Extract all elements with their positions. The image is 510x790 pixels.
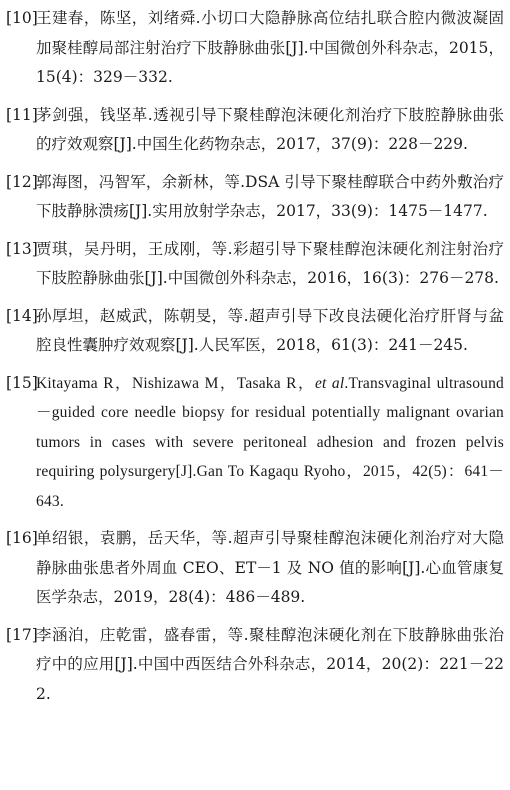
reference-text: 孙厚坦，赵威武，陈朝旻，等.超声引导下改良法硬化治疗肝肾与盆腔良性囊肿疗效观察[J].人民军医，2018，61(3)：241－245.	[36, 306, 504, 354]
reference-text: 郭海图，冯智军，余新林，等.DSA 引导下聚桂醇联合中药外敷治疗下肢静脉溃疡[J].实用放射学杂志，2017，33(9)：1475－1477.	[36, 172, 504, 220]
reference-text: 单绍银，袁鹏，岳天华，等.超声引导聚桂醇泡沫硬化剂治疗对大隐静脉曲张患者外周血 CEO、ET－1 及 NO 值的影响[J].心血管康复医学杂志，2019，28(4)：486－489.	[36, 529, 504, 606]
reference-item-11	[6, 101, 504, 160]
reference-text: 贾琪，吴丹明，王成刚，等.彩超引导下聚桂醇泡沫硬化剂注射治疗下肢腔静脉曲张[J].中国微创外科杂志，2016，16(3)：276－278.	[36, 239, 504, 287]
reference-text: 李涵泊，庄乾雷，盛春雷，等.聚桂醇泡沫硬化剂在下肢静脉曲张治疗中的应用[J].中国中西医结合外科杂志，2014，20(2)：221－222.	[36, 625, 504, 703]
reference-text: 王建春，陈坚，刘绪舜.小切口大隐静脉高位结扎联合腔内微波凝固加聚桂醇局部注射治疗下肢静脉曲张[J].中国微创外科杂志，2015，15(4)：329－332.	[36, 9, 504, 86]
reference-text: 茅剑强，钱坚革.透视引导下聚桂醇泡沫硬化剂治疗下肢腔静脉曲张的疗效观察[J].中国生化药物杂志，2017，37(9)：228－229.	[36, 105, 504, 153]
reference-number: [16]	[6, 529, 38, 547]
reference-item-10	[6, 4, 504, 93]
reference-et-al: et al	[314, 374, 345, 392]
reference-item-14	[6, 302, 504, 361]
reference-item-17	[6, 621, 504, 710]
reference-text	[36, 369, 504, 517]
reference-number: [17]	[6, 625, 38, 644]
reference-item-15	[6, 369, 504, 517]
reference-item-13	[6, 235, 504, 294]
reference-number: [11]	[6, 105, 38, 124]
reference-item-12	[6, 168, 504, 227]
reference-number: [14]	[6, 306, 38, 325]
reference-number: [13]	[6, 239, 38, 258]
reference-title-source: .Transvaginal ultrasound－guided core needle biopsy for residual potentially malignant ovarian tumors in cases with severe peritoneal adhesion and frozen pelvis requiring polysurgery[J].Gan To Kagaqu Ryoho，2015，42(5)：641－643.	[36, 374, 505, 510]
reference-number: [15]	[6, 373, 38, 392]
reference-authors: Kitayama R，Nishizawa M，Tasaka R，	[36, 374, 315, 392]
reference-number: [10]	[6, 9, 38, 27]
reference-item-16	[6, 524, 504, 613]
reference-number: [12]	[6, 172, 38, 191]
reference-list	[6, 4, 504, 717]
